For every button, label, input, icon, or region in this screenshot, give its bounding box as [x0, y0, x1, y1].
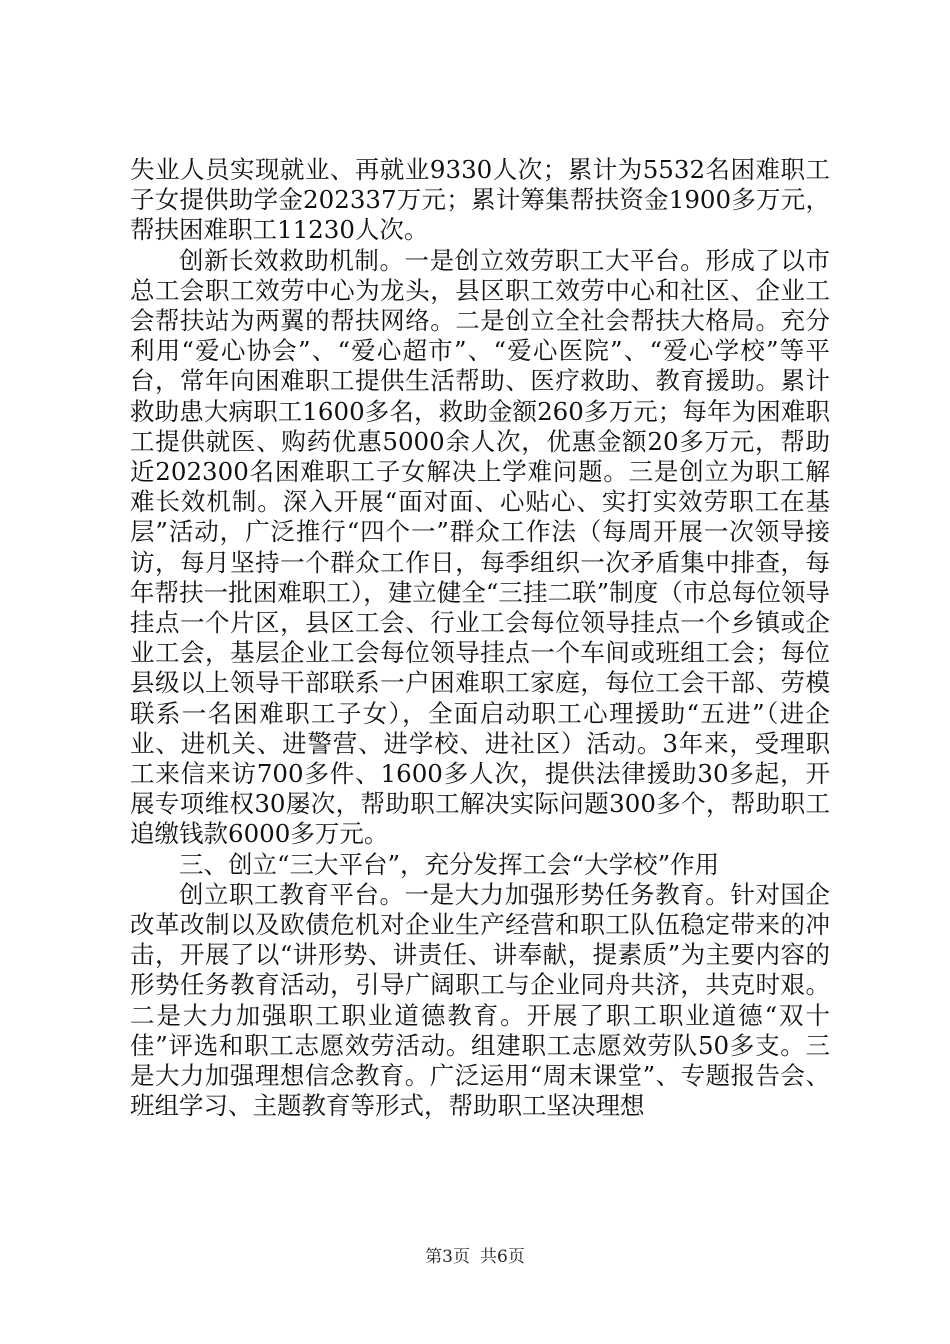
- paragraph-2: 创新长效救助机制。一是创立效劳职工大平台。形成了以市总工会职工效劳中心为龙头，县区职工效劳中心和社区、企业工会帮扶站为两翼的帮扶网络。二是创立全社会帮扶大格局。充分利用“爱心协会”、“爱心超市”、“爱心医院”、“爱心学校”等平台，常年向困难职工提供生活帮助、医疗救助、教育援助。累计救助患大病职工1600多名，救助金额260多万元；每年为困难职工提供就医、购药优惠5000余人次，优惠金额20多万元，帮助近202300名困难职工子女解决上学难问题。三是创立为职工解难长效机制。深入开展“面对面、心贴心、实打实效劳职工在基层”活动，广泛推行“四个一”群众工作法（每周开展一次领导接访，每月坚持一个群众工作日，每季组织一次矛盾集中排查，每年帮扶一批困难职工），建立健全“三挂二联”制度（市总每位领导挂点一个片区，县区工会、行业工会每位领导挂点一个乡镇或企业工会，基层企业工会每位领导挂点一个车间或班组工会；每位县级以上领导干部联系一户困难职工家庭，每位工会干部、劳模联系一名困难职工子女），全面启动职工心理援助“五进”（进企业、进机关、进警营、进学校、进社区）活动。3年来，受理职工来信来访700多件、1600多人次，提供法律援助30多起，开展专项维权30屡次，帮助职工解决实际问题300多个，帮助职工追缴钱款6000多万元。: [130, 245, 830, 849]
- page-footer: [0, 1242, 950, 1267]
- page-number: 第3页: [425, 1247, 470, 1267]
- page-total: 共6页: [480, 1247, 525, 1267]
- section-heading: 三、创立“三大平台”，充分发挥工会“大学校”作用: [179, 849, 720, 879]
- document-body: [130, 155, 830, 1122]
- paragraph-1: 失业人员实现就业、再就业9330人次；累计为5532名困难职工子女提供助学金202337万元；累计筹集帮扶资金1900多万元，帮扶困难职工11230人次。: [130, 155, 830, 245]
- paragraph-3: 创立职工教育平台。一是大力加强形势任务教育。针对国企改革改制以及欧债危机对企业生产经营和职工队伍稳定带来的冲击，开展了以“讲形势、讲责任、讲奉献，提素质”为主要内容的形势任务教育活动，引导广阔职工与企业同舟共济，共克时艰。二是大力加强职工职业道德教育。开展了职工职业道德“双十佳”评选和职工志愿效劳活动。组建职工志愿效劳队50多支。三是大力加强理想信念教育。广泛运用“周末课堂”、专题报告会、班组学习、主题教育等形式，帮助职工坚决理想: [130, 879, 830, 1121]
